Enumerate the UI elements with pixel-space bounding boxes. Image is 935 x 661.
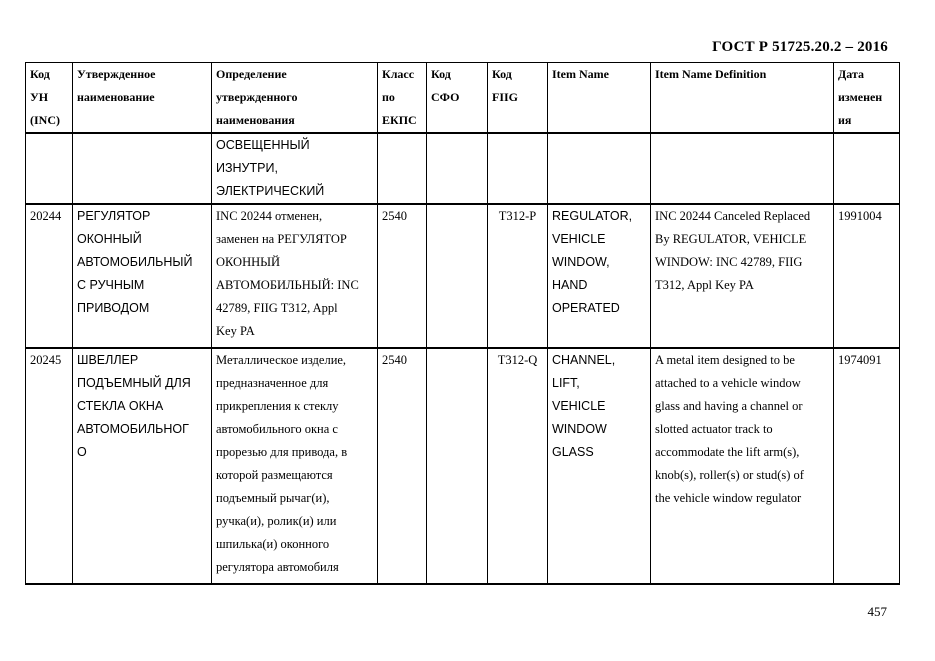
cell-sfo <box>427 133 488 204</box>
text-line: ручка(и), ролик(и) или <box>216 514 337 528</box>
text-line: Item Name <box>552 67 609 81</box>
col-header-change-date <box>834 63 900 134</box>
text-line: Код <box>30 67 50 81</box>
text-line: A metal item designed to be <box>655 353 795 367</box>
text-line: Код <box>492 67 512 81</box>
cell-change-date: 1974091 <box>834 348 900 584</box>
text-line: (INC) <box>30 113 60 127</box>
cell-change-date <box>834 133 900 204</box>
cell-item-name <box>548 348 651 584</box>
text-line: предназначенное для <box>216 376 329 390</box>
text-line: ОКОННЫЙ <box>216 255 281 269</box>
cell-item-name <box>548 204 651 348</box>
text-line: T312, Appl Key PA <box>655 278 754 292</box>
col-header-fiig-code <box>488 63 548 134</box>
text-line: Код <box>431 67 451 81</box>
cell-item-definition <box>651 133 834 204</box>
text-line: прорезью для привода, в <box>216 445 348 459</box>
cell-item-name <box>548 133 651 204</box>
text-line: которой размещаются <box>216 468 333 482</box>
text-line: attached to a vehicle window <box>655 376 801 390</box>
text-line: наименования <box>216 113 295 127</box>
document-standard-header: ГОСТ Р 51725.20.2 – 2016 <box>712 39 888 55</box>
text-line: GLASS <box>552 445 594 459</box>
text-line: АВТОМОБИЛЬНОГ <box>77 422 189 436</box>
text-line: INC 20244 Canceled Replaced <box>655 209 811 223</box>
table-row <box>26 133 900 204</box>
col-header-class <box>378 63 427 134</box>
page-number: 457 <box>867 604 887 619</box>
text-line: Утвержденное <box>77 67 156 81</box>
cell-fiig: T312-P <box>488 204 548 348</box>
table-row <box>26 348 900 584</box>
text-line: Класс <box>382 67 415 81</box>
text-line: REGULATOR, <box>552 209 633 223</box>
col-header-sfo-code <box>427 63 488 134</box>
text-line: LIFT, <box>552 376 580 390</box>
text-line: шпилька(и) оконного <box>216 537 330 551</box>
text-line: the vehicle window regulator <box>655 491 802 505</box>
cell-approved-name <box>73 348 212 584</box>
text-line: изменен <box>838 90 883 104</box>
text-line: СФО <box>431 90 460 104</box>
text-line: АВТОМОБИЛЬНЫЙ <box>77 255 193 269</box>
cell-sfo <box>427 348 488 584</box>
cell-definition <box>212 348 378 584</box>
text-line: WINDOW <box>552 422 607 436</box>
cell-sfo <box>427 204 488 348</box>
text-line: ЕКПС <box>382 113 417 127</box>
cell-definition <box>212 204 378 348</box>
table-header-row <box>26 63 900 134</box>
text-line: glass and having a channel or <box>655 399 803 413</box>
table-row <box>26 204 900 348</box>
cell-inc <box>26 133 73 204</box>
text-line: утвержденного <box>216 90 298 104</box>
col-header-inc <box>26 63 73 134</box>
text-line: СТЕКЛА ОКНА <box>77 399 164 413</box>
text-line: Item Name Definition <box>655 67 767 81</box>
text-line: FIIG <box>492 90 519 104</box>
text-line: ОСВЕЩЕННЫЙ <box>216 138 310 152</box>
cell-inc: 20244 <box>26 204 73 348</box>
text-line: WINDOW: INC 42789, FIIG <box>655 255 803 269</box>
text-line: Металлическое изделие, <box>216 353 347 367</box>
text-line: РЕГУЛЯТОР <box>77 209 151 223</box>
text-line: 42789, FIIG T312, Appl <box>216 301 338 315</box>
text-line: подъемный рычаг(и), <box>216 491 330 505</box>
text-line: УН <box>30 90 49 104</box>
text-line: С РУЧНЫМ <box>77 278 145 292</box>
cell-approved-name <box>73 133 212 204</box>
text-line: VEHICLE <box>552 232 606 246</box>
codification-table <box>25 62 900 585</box>
text-line: автомобильного окна с <box>216 422 338 436</box>
text-line: By REGULATOR, VEHICLE <box>655 232 807 246</box>
text-line: ПОДЪЕМНЫЙ ДЛЯ <box>77 376 191 390</box>
text-line: slotted actuator track to <box>655 422 773 436</box>
text-line: INC 20244 отменен, <box>216 209 323 223</box>
col-header-approved-name <box>73 63 212 134</box>
cell-class <box>378 133 427 204</box>
text-line: Дата <box>838 67 864 81</box>
text-line: VEHICLE <box>552 399 606 413</box>
text-line: ия <box>838 113 852 127</box>
cell-class: 2540 <box>378 204 427 348</box>
col-header-name-definition <box>212 63 378 134</box>
text-line: HAND <box>552 278 588 292</box>
text-line: по <box>382 90 395 104</box>
cell-item-definition <box>651 204 834 348</box>
text-line: ОКОННЫЙ <box>77 232 142 246</box>
text-line: ШВЕЛЛЕР <box>77 353 139 367</box>
cell-inc: 20245 <box>26 348 73 584</box>
cell-definition <box>212 133 378 204</box>
text-line: заменен на РЕГУЛЯТОР <box>216 232 347 246</box>
text-line: регулятора автомобиля <box>216 560 339 574</box>
cell-class: 2540 <box>378 348 427 584</box>
cell-change-date: 1991004 <box>834 204 900 348</box>
text-line: ИЗНУТРИ, <box>216 161 278 175</box>
text-line: О <box>77 445 87 459</box>
text-line: АВТОМОБИЛЬНЫЙ: INC <box>216 278 359 292</box>
text-line: Key PA <box>216 324 255 338</box>
text-line: knob(s), roller(s) or stud(s) of <box>655 468 804 482</box>
col-header-item-name-definition <box>651 63 834 134</box>
cell-item-definition <box>651 348 834 584</box>
text-line: ПРИВОДОМ <box>77 301 150 315</box>
text-line: ЭЛЕКТРИЧЕСКИЙ <box>216 184 325 198</box>
text-line: accommodate the lift arm(s), <box>655 445 800 459</box>
cell-approved-name <box>73 204 212 348</box>
text-line: прикрепления к стеклу <box>216 399 339 413</box>
text-line: Определение <box>216 67 287 81</box>
col-header-item-name <box>548 63 651 134</box>
cell-fiig: T312-Q <box>488 348 548 584</box>
text-line: CHANNEL, <box>552 353 616 367</box>
text-line: OPERATED <box>552 301 620 315</box>
text-line: WINDOW, <box>552 255 610 269</box>
text-line: наименование <box>77 90 155 104</box>
cell-fiig <box>488 133 548 204</box>
